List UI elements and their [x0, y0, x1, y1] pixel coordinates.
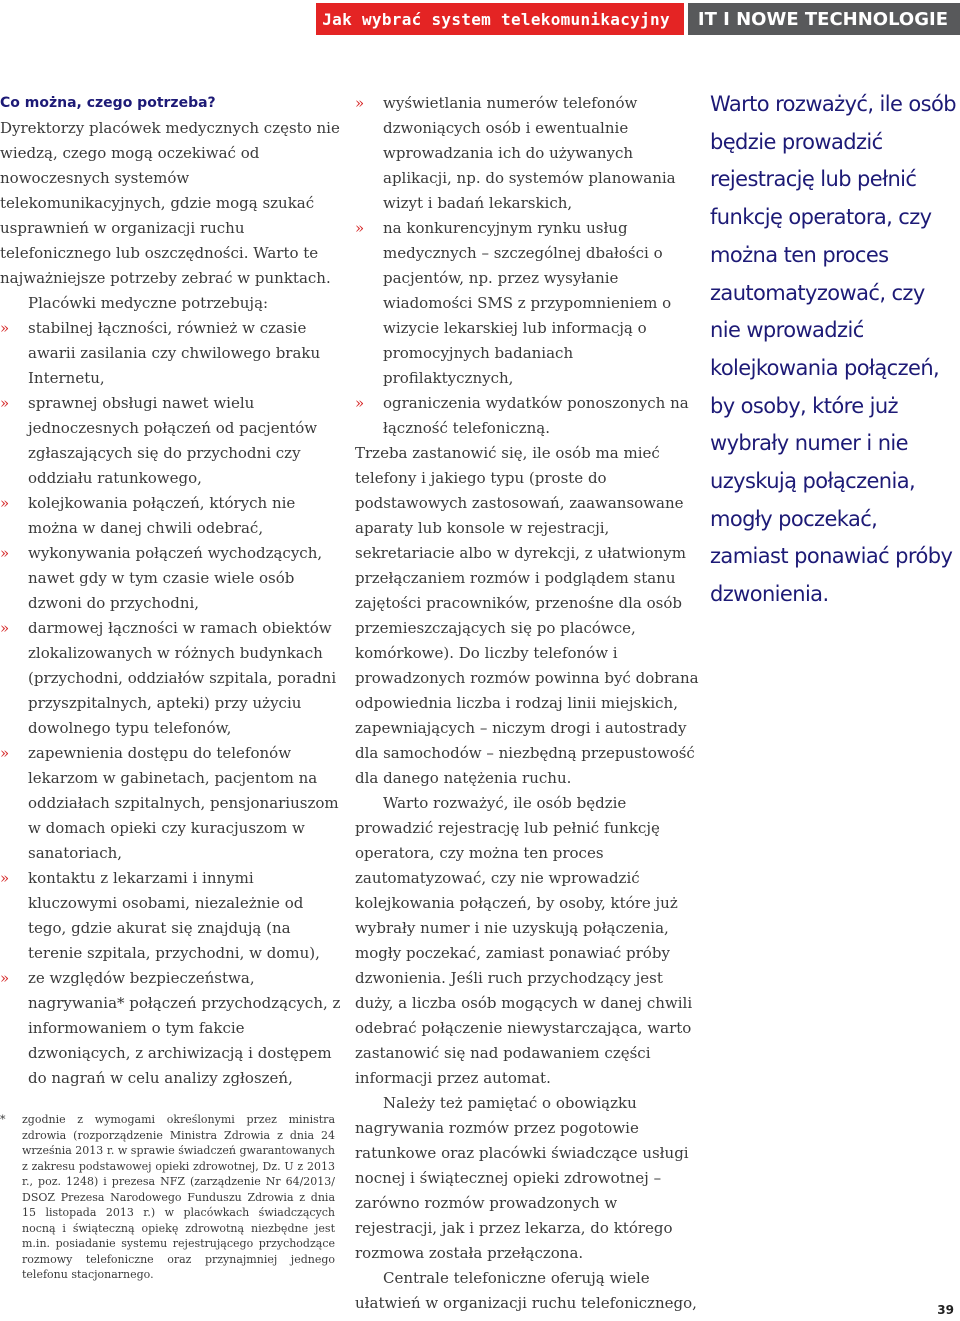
body-paragraph: Centrale telefoniczne oferują wiele ułatwień w organizacji ruchu telefonicznego,	[355, 1269, 697, 1312]
header-section: IT I NOWE TECHNOLOGIE	[688, 3, 960, 35]
list-item: » wyświetlania numerów telefonów dzwoniących osób i ewentualnie wprowadzania ich do używanych aplikacji, np. do systemów planowania wizyt i badań lekarskich,	[355, 91, 700, 216]
section-heading: Co można, czego potrzeba?	[0, 95, 216, 111]
pull-quote: Warto rozważyć, ile osób będzie prowadzić rejestrację lub pełnić funkcję operatora, czy można ten proces zautomatyzować, czy nie wprowadzić kolejkowania połączeń, by osoby, które już wybrały numer i nie uzyskują połączenia, mogły poczekać, zamiast ponawiać próby dzwonienia.	[710, 92, 956, 607]
footnote	[0, 1112, 335, 1283]
list-item: » kontaktu z lekarzami i innymi kluczowymi osobami, niezależnie od tego, gdzie akurat się znajdują (na terenie szpitala, przychodni, w domu),	[0, 866, 345, 966]
body-paragraph: Warto rozważyć, ile osób będzie prowadzić rejestrację lub pełnić funkcję operatora, czy można ten proces zautomatyzować, czy nie wprowadzić kolejkowania połączeń, by osoby, które już wybrały numer i nie uzyskują połączenia, mogły poczekać, zamiast ponawiać próby dzwonienia. Jeśli ruch przychodzący jest duży, a liczba osób mogących w danej chwili odebrać połączenie niewystarczająca, warto zastanowić się nad podawaniem części informacji przez automat.	[355, 794, 693, 1087]
list-item: » kolejkowania połączeń, których nie można w danej chwili odebrać,	[0, 491, 345, 541]
intro-paragraph: Dyrektorzy placówek medycznych często nie wiedzą, czego mogą oczekiwać od nowoczesnych systemów telekomunikacyjnych, gdzie mogą szukać usprawnień w organizacji ruchu telefonicznego lub oszczędności. Warto te najważniejsze potrzeby zebrać w punktach.	[0, 119, 340, 287]
page-number: 39	[937, 1303, 954, 1317]
page-header	[316, 3, 960, 35]
body-paragraph: Trzeba zastanowić się, ile osób ma mieć telefony i jakiego typu (proste do podstawowych zastosowań, zaawansowane aparaty lub konsole w rejestracji, sekretariacie albo w dyrekcji, z ułatwionym przełączaniem rozmów i podglądem stanu zajętości pracowników, przenośne dla osób przemieszczających się po placówce, komórkowe). Do liczby telefonów i prowadzonych rozmów powinna być dobrana odpowiednia liczba i rodzaj linii miejskich, zapewniających – niczym drogi i autostrady dla samochodów – niezbędną przepustowość dla danego natężenia ruchu.	[355, 444, 699, 787]
needs-list-continued	[355, 91, 700, 441]
middle-column	[355, 91, 700, 1316]
list-item: » ze względów bezpieczeństwa, nagrywania* połączeń przychodzących, z informowaniem o tym fakcie dzwoniących, z archiwizacją i dostępem do nagrań w celu analizy zgłoszeń,	[0, 966, 345, 1091]
footnote-mark: *	[0, 1113, 6, 1126]
list-item: » zapewnienia dostępu do telefonów lekarzom w gabinetach, pacjentom na oddziałach szpitalnych, pensjonariuszom w domach opieki czy kuracjuszom w sanatoriach,	[0, 741, 345, 866]
list-item: » ograniczenia wydatków ponoszonych na łączność telefoniczną.	[355, 391, 700, 441]
left-column	[0, 91, 345, 1091]
needs-list	[0, 316, 345, 1091]
list-item: » darmowej łączności w ramach obiektów zlokalizowanych w różnych budynkach (przychodni, oddziałów szpitala, poradni przyszpitalnych, apteki) przy użyciu dowolnego typu telefonów,	[0, 616, 345, 741]
needs-lead: Placówki medyczne potrzebują:	[28, 294, 269, 312]
list-item: » sprawnej obsługi nawet wielu jednoczesnych połączeń od pacjentów zgłaszających się do przychodni czy oddziału ratunkowego,	[0, 391, 345, 491]
list-item: » na konkurencyjnym rynku usług medycznych – szczególnej dbałości o pacjentów, np. przez wysyłanie wiadomości SMS z przypomnieniem o wizycie lekarskiej lub informacją o promocyjnych badaniach profilaktycznych,	[355, 216, 700, 391]
list-item: » wykonywania połączeń wychodzących, nawet gdy w tym czasie wiele osób dzwoni do przychodni,	[0, 541, 345, 616]
body-paragraph: Należy też pamiętać o obowiązku nagrywania rozmów przez pogotowie ratunkowe oraz placówki świadczące usługi nocnej i świątecznej opieki zdrowotnej – zarówno rozmów prowadzonych w rejestracji, jak i przez lekarza, do którego rozmowa została przełączona.	[355, 1094, 689, 1262]
footnote-text: zgodnie z wymogami określonymi przez ministra zdrowia (rozporządzenie Ministra Zdrowia z dnia 24 września 2013 r. w sprawie świadczeń gwarantowanych z zakresu podstawowej opieki zdrowotnej, Dz. U z 2013 r., poz. 1248) i prezesa NFZ (zarządzenie Nr 64/2013/ DSOZ Prezesa Narodowego Funduszu Zdrowia z dnia 15 listopada 2013 r.) w placówkach świadczących nocną i świąteczną opiekę zdrowotną niezbędne jest m.in. posiadanie systemu rejestrującego przychodzące rozmowy telefoniczne oraz przynajmniej jednego telefonu stacjonarnego.	[22, 1113, 335, 1281]
list-item: » stabilnej łączności, również w czasie awarii zasilania czy chwilowego braku Internetu,	[0, 316, 345, 391]
header-topic: Jak wybrać system telekomunikacyjny	[316, 3, 684, 35]
